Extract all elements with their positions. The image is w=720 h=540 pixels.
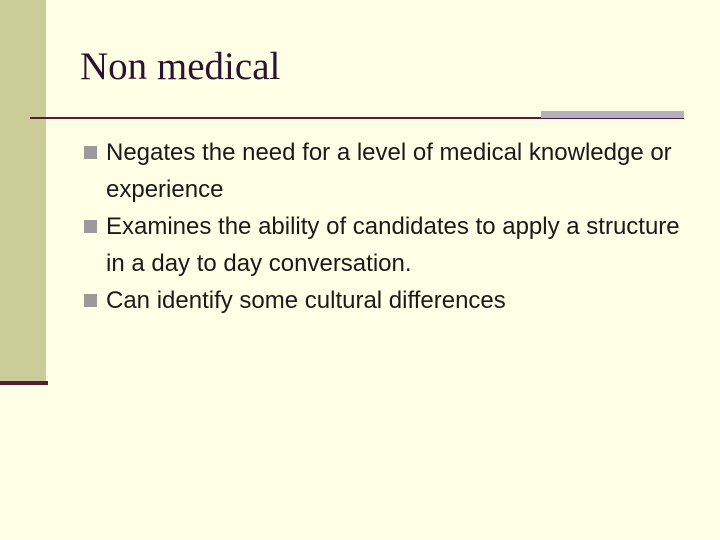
bullet-text: Can identify some cultural differences (106, 287, 506, 314)
left-decorative-band (0, 0, 46, 381)
title-divider-accent (541, 111, 684, 118)
bullet-item (84, 208, 684, 282)
bullet-text: Negates the need for a level of medical knowledge or experience (106, 139, 672, 203)
left-band-base-line (0, 381, 48, 385)
bullet-list (84, 134, 684, 319)
square-bullet-icon (84, 294, 97, 307)
slide-title: Non medical (80, 45, 281, 88)
bullet-text: Examines the ability of candidates to apply a structure in a day to day conversation. (106, 213, 680, 277)
square-bullet-icon (84, 146, 97, 159)
bullet-item (84, 134, 684, 208)
bullet-item (84, 282, 684, 319)
square-bullet-icon (84, 220, 97, 233)
